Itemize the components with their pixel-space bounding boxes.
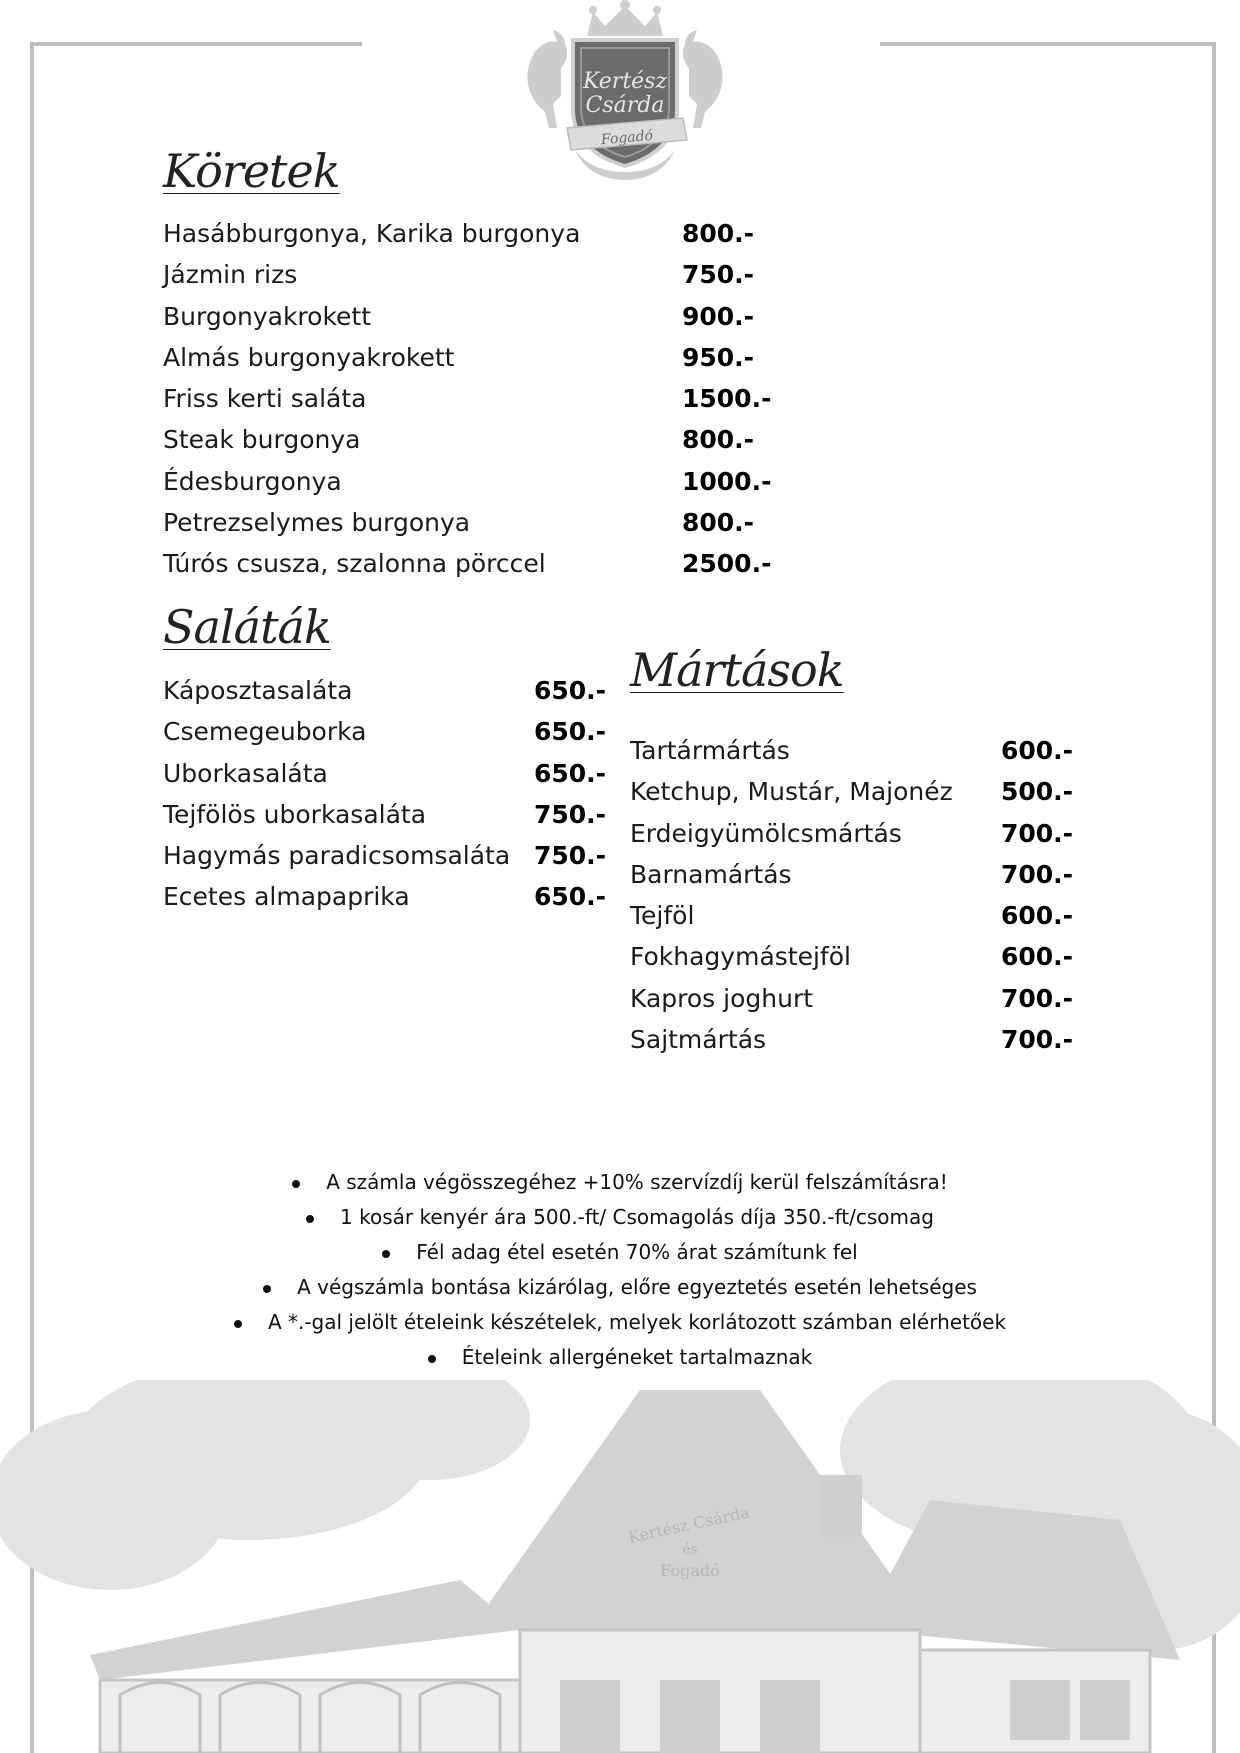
martasok-item [630,895,1090,936]
bullet-icon [428,1355,436,1363]
note-item [0,1340,1240,1375]
martasok-title: Mártások [630,643,844,697]
item-price: 750.- [682,260,755,290]
item-price: 600.- [1001,736,1074,765]
koretek-item [163,419,763,460]
item-price: 500.- [1001,777,1074,807]
frame-top-left-line [30,42,362,46]
martasok-item [630,1019,1090,1060]
building-sign-line1: Kertész Csárda [626,1502,752,1547]
restaurant-building-illustration [0,1380,1240,1753]
notes-list [0,1165,1240,1375]
item-name: Friss kerti saláta [163,384,367,414]
note-item [0,1235,1240,1270]
martasok-item [630,730,1090,771]
item-price: 700.- [1001,1025,1074,1055]
item-name: Édesburgonya [163,466,342,496]
logo-text-kertesz: Kertész [582,69,668,94]
bullet-icon [292,1180,300,1188]
item-price: 600.- [1001,942,1074,972]
item-price: 900.- [682,301,755,331]
item-price: 700.- [1001,983,1074,1013]
note-item [0,1270,1240,1305]
note-text: A számla végösszegéhez +10% szervízdíj kerül felszámításra! [326,1170,948,1194]
martasok-item [630,771,1090,812]
item-price: 700.- [1001,859,1074,889]
bullet-icon [306,1215,314,1223]
note-text: Fél adag étel esetén 70% árat számítunk fel [416,1240,858,1264]
item-name: Jázmin rizs [163,260,298,290]
item-price: 650.- [534,676,607,705]
restaurant-logo [505,0,745,190]
salatak-list [163,670,623,918]
koretek-item [163,543,772,584]
item-price: 650.- [534,717,607,747]
salatak-item [163,670,623,711]
note-item [0,1165,1240,1200]
bullet-icon [263,1285,271,1293]
item-price: 800.- [682,508,755,538]
item-price: 2500.- [682,549,772,579]
koretek-item [163,461,772,502]
item-name: Almás burgonyakrokett [163,342,455,372]
note-text: Ételeink allergéneket tartalmaznak [461,1345,813,1369]
koretek-item [163,296,763,337]
salatak-item [163,753,623,794]
item-name: Káposztasaláta [163,676,353,705]
item-name: Fokhagymástejföl [630,942,851,972]
item-name: Barnamártás [630,859,792,889]
item-name: Csemegeuborka [163,717,367,747]
item-name: Ketchup, Mustár, Majonéz [630,777,953,807]
bullet-icon [382,1250,390,1258]
salatak-item [163,711,623,752]
logo-text-csarda: Csárda [585,93,665,118]
koretek-item [163,337,763,378]
item-price: 650.- [534,882,607,912]
item-name: Túrós csusza, szalonna pörccel [163,549,546,579]
item-price: 1500.- [682,384,772,414]
frame-top-right-line [880,42,1216,46]
martasok-item [630,936,1090,977]
koretek-title: Köretek [163,144,340,198]
item-price: 750.- [534,799,607,829]
item-price: 800.- [682,425,755,455]
item-name: Ecetes almapaprika [163,882,410,912]
item-name: Kapros joghurt [630,983,814,1013]
martasok-list [630,730,1090,1060]
salatak-item [163,794,623,835]
salatak-title: Saláták [163,600,331,654]
item-name: Tejföl [630,901,695,931]
bullet-icon [234,1320,242,1328]
item-name: Erdeigyümölcsmártás [630,818,902,848]
item-name: Petrezselymes burgonya [163,508,471,538]
building-sign-line2: és [682,1542,698,1558]
note-item [0,1200,1240,1235]
building-sign-line3: Fogadó [660,1561,720,1580]
item-price: 600.- [1001,901,1074,931]
item-name: Uborkasaláta [163,758,328,788]
item-name: Burgonyakrokett [163,301,372,331]
item-name: Hasábburgonya, Karika burgonya [163,219,581,248]
martasok-item [630,854,1090,895]
koretek-list [163,213,772,585]
item-price: 700.- [1001,818,1074,848]
item-price: 950.- [682,342,755,372]
koretek-item [163,378,772,419]
note-text: A végszámla bontása kizárólag, előre egyeztetés esetén lehetséges [297,1275,977,1299]
note-text: 1 kosár kenyér ára 500.-ft/ Csomagolás díja 350.-ft/csomag [340,1205,934,1229]
logo-text-fogado: Fogadó [600,127,654,149]
item-price: 650.- [534,758,607,788]
koretek-item [163,213,763,254]
item-name: Hagymás paradicsomsaláta [163,841,511,871]
note-item [0,1305,1240,1340]
item-name: Steak burgonya [163,425,361,455]
martasok-item [630,813,1090,854]
martasok-item [630,978,1090,1019]
item-name: Tartármártás [630,736,790,765]
koretek-item [163,254,763,295]
salatak-item [163,835,623,876]
item-price: 1000.- [682,466,772,496]
koretek-item [163,502,763,543]
item-name: Sajtmártás [630,1025,767,1055]
item-price: 800.- [682,219,755,248]
item-name: Tejfölös uborkasaláta [163,799,427,829]
salatak-item [163,876,623,917]
item-price: 750.- [534,841,607,871]
note-text: A *.-gal jelölt ételeink készételek, melyek korlátozott számban elérhetőek [267,1310,1007,1334]
